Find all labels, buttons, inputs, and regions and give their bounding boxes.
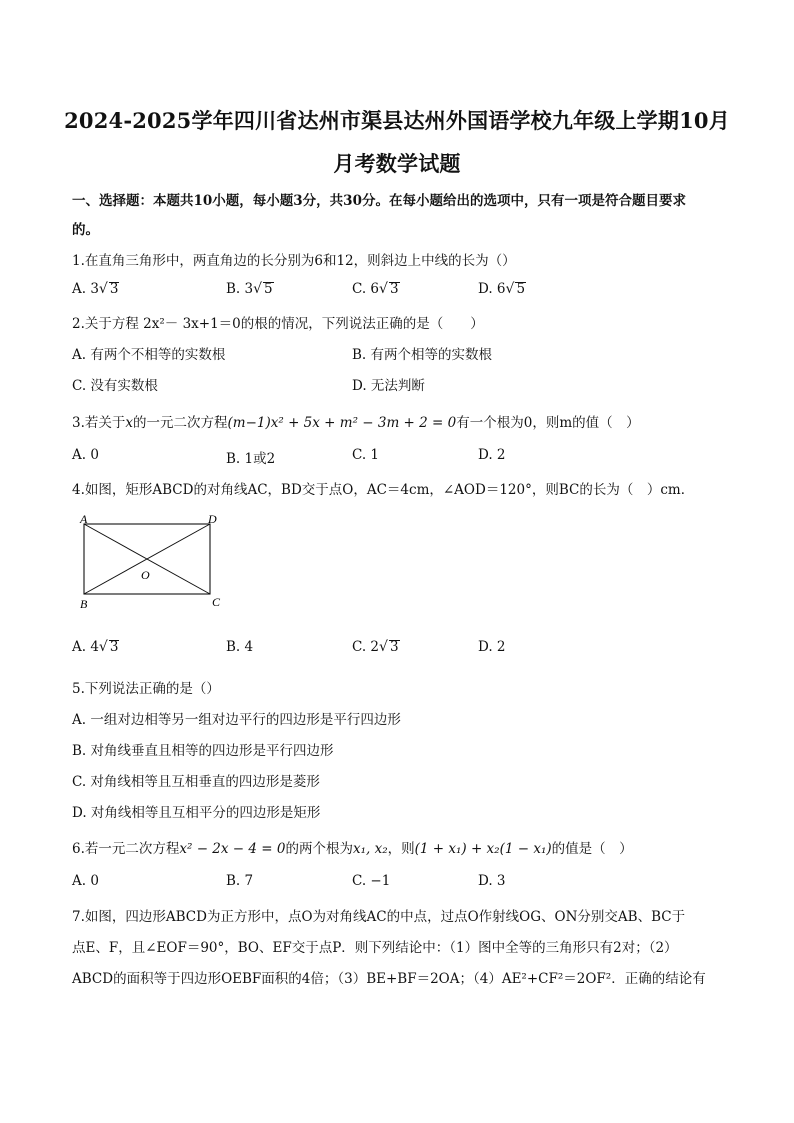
question-4-option-a: A. 4√ 3 [72,639,119,655]
question-4-option-d: D. 2 [478,639,506,655]
question-3-option-a: A. 0 [72,447,99,463]
question-6-option-d: D. 3 [478,873,506,889]
question-7-line-1: 7.如图，四边形ABCD为正方形中，点O为对角线AC的中点，过点O作射线OG、ON分别交AB、BC于 [72,909,686,925]
question-4-stem: 4.如图，矩形ABCD的对角线AC，BD交于点O，AC＝4cm，∠AOD＝120°，则BC的长为（ ）cm． [72,482,695,498]
question-4-option-b: B. 4 [226,639,254,655]
question-5-option-d: D. 对角线相等且互相平分的四边形是矩形 [72,805,321,821]
question-3-equation: (m−1)x² + 5x + m² − 3m + 2 = 0 [227,415,457,431]
section-instructions: 一、选择题：本题共10小题，每小题3分，共30分。在每小题给出的选项中，只有一项是符合题目要求 [72,193,686,209]
question-6-expression: (1 + x₁) + x₂(1 − x₁) [414,841,552,857]
question-7-line-3: ABCD的面积等于四边形OEBF面积的4倍；（3）BE+BF＝2OA；（4）AE²+CF²＝2OF²．正确的结论有 [72,971,706,987]
question-7-line-2: 点E、F，且∠EOF＝90°，BO、EF交于点P．则下列结论中：（1）图中全等的三角形只有2对；（2） [72,940,678,956]
page-subtitle: 月考数学试题 [333,151,461,176]
label-d: D [208,512,217,526]
question-4-option-c: C. 2√ 3 [352,639,399,655]
question-6-equation: x² − 2x − 4 = 0 [179,841,286,857]
question-5-option-c: C. 对角线相等且互相垂直的四边形是菱形 [72,774,320,790]
label-b: B [80,597,88,611]
section-instructions-cont: 的。 [72,222,99,238]
rectangle-diagram [74,512,234,612]
question-3-option-c: C. 1 [352,447,380,463]
question-1-option-c: C. 6√ 3 [352,281,399,297]
question-1-option-b: B. 3√ 5 [226,281,273,297]
question-1-stem: 1.在直角三角形中，两直角边的长分别为6和12，则斜边上中线的长为（） [72,253,516,269]
question-5-stem: 5.下列说法正确的是（） [72,681,220,697]
question-2-option-b: B. 有两个相等的实数根 [352,347,493,363]
page-title: 2024-2025学年四川省达州市渠县达州外国语学校九年级上学期10月 [64,108,730,133]
question-2-option-d: D. 无法判断 [352,378,425,394]
question-3-stem: 3.若关于x的一元二次方程(m−1)x² + 5x + m² − 3m + 2 = 0有一个根为0，则m的值（ ） [72,415,640,431]
question-5-option-b: B. 对角线垂直且相等的四边形是平行四边形 [72,743,334,759]
question-1-option-d: D. 6√ 5 [478,281,526,297]
question-6-option-b: B. 7 [226,873,254,889]
question-3-option-b: B. 1或2 [226,451,276,467]
label-c: C [212,595,221,609]
question-2-option-c: C. 没有实数根 [72,378,158,394]
question-5-option-a: A. 一组对边相等另一组对边平行的四边形是平行四边形 [72,712,401,728]
question-6-option-a: A. 0 [72,873,99,889]
question-6-option-c: C. −1 [352,873,391,889]
question-2-option-a: A. 有两个不相等的实数根 [72,347,226,363]
question-6-stem: 6.若一元二次方程x² − 2x − 4 = 0的两个根为x₁, x₂，则(1 + x₁) + x₂(1 − x₁)的值是（ ） [72,841,633,857]
label-o: O [141,568,150,582]
question-3-option-d: D. 2 [478,447,506,463]
question-1-option-a: A. 3√ 3 [72,281,119,297]
label-a: A [80,512,88,526]
question-2-stem: 2.关于方程 2x²－ 3x+1＝0的根的情况，下列说法正确的是（ ） [72,316,484,332]
